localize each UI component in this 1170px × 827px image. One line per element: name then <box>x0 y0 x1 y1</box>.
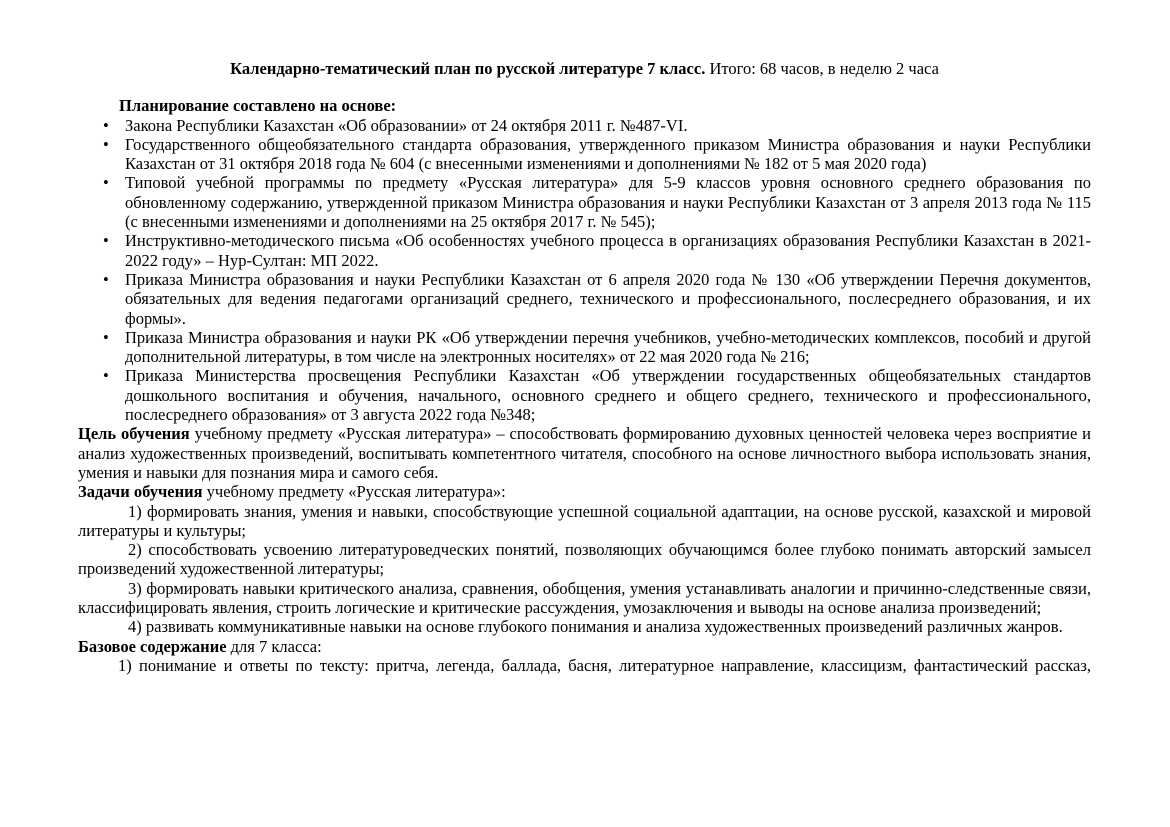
base-content-item-1: 1) понимание и ответы по тексту: притча, легенда, баллада, басня, литературное направление, классицизм, фантастический рассказ, <box>118 655 1091 675</box>
basis-heading: Планирование составлено на основе: <box>119 96 397 116</box>
base-content-paragraph <box>78 637 1091 656</box>
goal-lead-label: Цель обучения <box>78 424 190 444</box>
document-title <box>78 59 1091 78</box>
task-item-2: 2) способствовать усвоению литературоведческих понятий, позволяющих обучающимся более глубоко понимать авторский замысел произведений художественной литературы; <box>78 540 1091 579</box>
tasks-lead-label: Задачи обучения <box>78 482 203 502</box>
base-content-lead-label: Базовое содержание <box>78 636 227 656</box>
basis-item-state-standard: • Государственного общеобязательного стандарта образования, утвержденного приказом Министра образования и науки Республики Казахстан от 31 октября 2018 года № 604 (с внесенными изменениями и дополнениями № 182 от 5 мая 2020 года) <box>78 135 1091 174</box>
basis-item-order-216: • Приказа Министра образования и науки РК «Об утверждении перечня учебников, учебно-методических комплексов, пособий и другой дополнительной литературы, в том числе на электронных носителях» от 22 мая 2020 года № 216; <box>78 328 1091 367</box>
document-title-bold: Календарно-тематический план по русской литературе 7 класс. <box>230 59 706 78</box>
base-content-text: для 7 класса: <box>230 636 322 656</box>
basis-list <box>78 116 1091 425</box>
basis-item-model-program: • Типовой учебной программы по предмету «Русская литература» для 5-9 классов уровня основного среднего образования по обновленному содержанию, утвержденной приказом Министра образования и науки Республики Казахстан от 3 апреля 2013 года № 115 (с внесенными изменениями и дополнениями на 25 октября 2017 г. № 545); <box>78 173 1091 231</box>
goal-paragraph <box>78 424 1091 482</box>
tasks-paragraph <box>78 482 1091 501</box>
document-title-total-hours: Итого: 68 часов, в неделю 2 часа <box>709 59 939 78</box>
basis-item-law: • Закона Республики Казахстан «Об образовании» от 24 октября 2011 г. №487-VI. <box>78 116 1091 135</box>
document-content <box>78 59 1091 675</box>
task-item-4: 4) развивать коммуникативные навыки на основе глубокого понимания и анализа художественных произведений различных жанров. <box>128 617 1063 637</box>
task-item-3: 3) формировать навыки критического анализа, сравнения, обобщения, умения устанавливать аналогии и причинно-следственные связи, классифицировать явления, строить логические и критические рассуждения, умозаключения и выводы на основе анализа произведений; <box>78 578 1091 618</box>
task-item-1: 1) формировать знания, умения и навыки, способствующие успешной социальной адаптации, на основе русской, казахской и мировой литературы и культуры; <box>78 501 1091 540</box>
basis-item-order-130: • Приказа Министра образования и науки Республики Казахстан от 6 апреля 2020 года № 130 «Об утверждении Перечня документов, обязательных для ведения педагогами организаций среднего, технического и профессионального, послесреднего образования, и их формы». <box>78 270 1091 328</box>
tasks-text: учебному предмету «Русская литература»: <box>206 482 506 502</box>
basis-item-instructive-letter: • Инструктивно-методического письма «Об особенностях учебного процесса в организациях образования Республики Казахстан в 2021-2022 году» – Нур-Султан: МП 2022. <box>78 231 1091 270</box>
basis-item-order-348: • Приказа Министерства просвещения Республики Казахстан «Об утверждении государственных общеобязательных стандартов дошкольного воспитания и обучения, начального, основного среднего и общего среднего, технического и профессионального, послесреднего образования» от 3 августа 2022 года №348; <box>78 366 1091 424</box>
goal-text: учебному предмету «Русская литература» – способствовать формированию духовных ценностей человека через восприятие и анализ художественных произведений, воспитывать компетентного читателя, способного на основе личностного выбора использовать знания, умения и навыки для познания мира и самого себя. <box>78 424 1091 482</box>
